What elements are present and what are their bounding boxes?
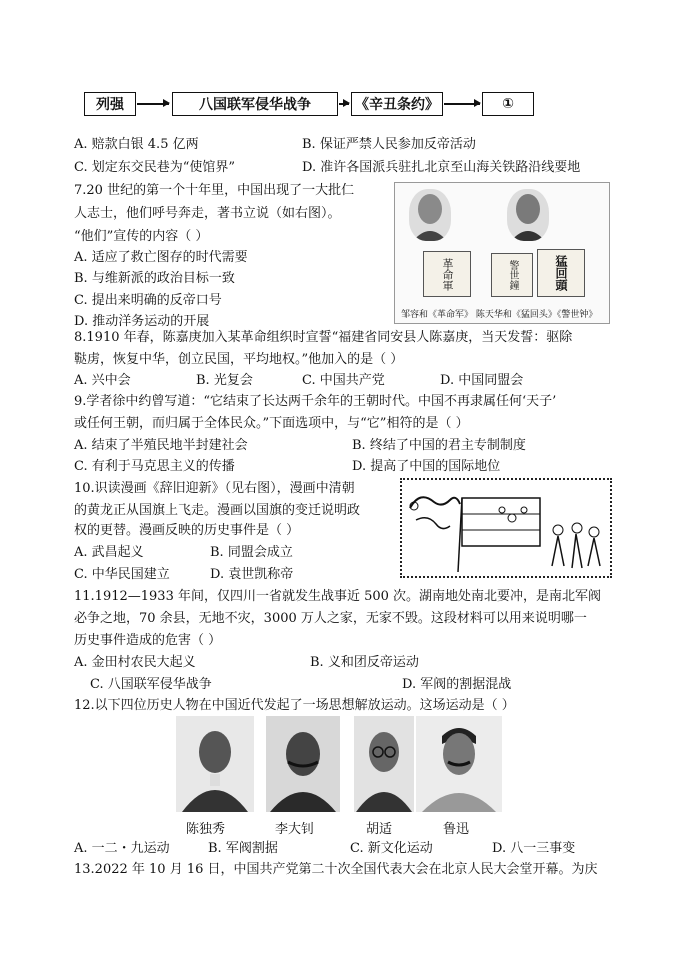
portrait-li-dazhao (266, 716, 340, 812)
q7-option-d: D. 推动洋务运动的开展 (74, 314, 210, 329)
q12-option-a: A. 一二・九运动 (74, 841, 170, 856)
flow-box-treaty-label: 《辛丑条约》 (355, 97, 439, 113)
q8-stem-2: 鞑虏，恢复中华，创立民国，平均地权。”他加入的是（ ） (74, 352, 404, 367)
flow-box-war-label: 八国联军侵华战争 (199, 97, 311, 113)
q8-option-a: A. 兴中会 (74, 373, 131, 388)
book-turn-back (537, 249, 585, 297)
q10-cartoon (400, 478, 612, 578)
q6-option-c: C. 划定东交民巷为“使馆界” (74, 160, 236, 175)
flow-arrow-3 (444, 103, 480, 105)
flow-arrow-2 (339, 103, 349, 105)
name-hu-shi: 胡适 (366, 822, 393, 837)
q7-option-a: A. 适应了救亡图存的时代需要 (74, 250, 248, 265)
flow-box-blank (482, 92, 534, 116)
q12-option-d: D. 八一三事变 (492, 841, 576, 856)
q8-stem-1: 8.1910 年春，陈嘉庚加入某革命组织时宣誓“福建省同安县人陈嘉庚，当天发誓：驱除 (74, 330, 573, 345)
flow-box-blank-label: ① (502, 96, 514, 112)
q8-option-c: C. 中国共产党 (302, 373, 385, 388)
q7-figure (394, 182, 610, 324)
book-warning-bell (491, 253, 533, 297)
book-revolutionary-army-title: 革命軍 (441, 257, 454, 291)
name-chen-duxiu: 陈独秀 (186, 822, 226, 837)
q10-stem-1: 10.识读漫画《辞旧迎新》（见右图），漫画中清朝 (74, 481, 355, 496)
q9-stem-2: 或任何王朝，而归属于全体民众。”下面选项中，与“它”相符的是（ ） (74, 416, 469, 431)
q11-option-c: C. 八国联军侵华战争 (90, 677, 212, 692)
cartoon-drawing (402, 480, 610, 576)
portrait-chen-tianhua (507, 189, 549, 241)
portrait-chen-duxiu (176, 716, 254, 812)
q7-stem-3: “他们”宣传的内容（ ） (74, 229, 209, 244)
q6-option-b: B. 保证严禁人民参加反帝活动 (302, 137, 476, 152)
flow-box-powers-label: 列强 (96, 97, 124, 113)
q13-stem-1: 13.2022 年 10 月 16 日，中国共产党第二十次全国代表大会在北京人民大会堂开幕。为庆 (74, 862, 598, 877)
q7-option-b: B. 与维新派的政治目标一致 (74, 271, 235, 286)
q10-stem-3: 权的更替。漫画反映的历史事件是（ ） (74, 523, 300, 538)
portrait-hu-shi (354, 716, 414, 812)
q11-option-a: A. 金田村农民大起义 (74, 655, 196, 670)
q11-stem-1: 11.1912—1933 年间，仅四川一省就发生战事近 500 次。湖南地处南北要冲，是南北军阀 (74, 589, 602, 604)
q7-stem-2: 人志士，他们呼号奔走，著书立说（如右图）。 (74, 206, 341, 221)
q6-option-a: A. 赔款白银 4.5 亿两 (74, 137, 199, 152)
q12-option-b: B. 军阀割据 (208, 841, 278, 856)
q11-stem-2: 必争之地，70 余县，无地不灾，3000 万人之家，无家不毁。这段材料可以用来说明哪一 (74, 611, 587, 626)
q8-option-b: B. 光复会 (196, 373, 253, 388)
book-revolutionary-army (423, 251, 471, 297)
q9-option-a: A. 结束了半殖民地半封建社会 (74, 438, 248, 453)
q10-option-c: C. 中华民国建立 (74, 567, 170, 582)
flow-arrow-1 (137, 103, 169, 105)
name-li-dazhao: 李大钊 (275, 822, 315, 837)
q9-option-c: C. 有利于马克思主义的传播 (74, 459, 235, 474)
book-turn-back-title: 猛回頭 (554, 255, 568, 291)
q7-option-c: C. 提出来明确的反帝口号 (74, 293, 222, 308)
flow-box-war (172, 92, 338, 116)
q9-option-d: D. 提高了中国的国际地位 (352, 459, 501, 474)
flow-box-treaty (351, 92, 443, 116)
q10-option-a: A. 武昌起义 (74, 545, 144, 560)
q11-option-b: B. 义和团反帝运动 (310, 655, 419, 670)
q6-option-d: D. 准许各国派兵驻扎北京至山海关铁路沿线要地 (302, 160, 581, 175)
q12-option-c: C. 新文化运动 (350, 841, 433, 856)
q7-figure-caption: 邹容和《革命军》 陈天华和《猛回头》《警世钟》 (401, 310, 598, 320)
q7-stem-1: 7.20 世纪的第一个十年里，中国出现了一大批仁 (74, 183, 355, 198)
book-warning-bell-title: 警世鐘 (507, 260, 518, 290)
q9-stem-1: 9.学者徐中约曾写道：“它结束了长达两千余年的王朝时代。中国不再隶属任何‘天子’ (74, 394, 557, 409)
name-lu-xun: 鲁迅 (443, 822, 470, 837)
portrait-lu-xun (416, 716, 502, 812)
q8-option-d: D. 中国同盟会 (440, 373, 524, 388)
q10-option-b: B. 同盟会成立 (210, 545, 293, 560)
flow-box-powers (84, 92, 136, 116)
q9-option-b: B. 终结了中国的君主专制制度 (352, 438, 526, 453)
q10-stem-2: 的黄龙正从国旗上飞走。漫画以国旗的变迁说明政 (74, 503, 361, 518)
q11-option-d: D. 军阀的割据混战 (402, 677, 512, 692)
q12-stem: 12.以下四位历史人物在中国近代发起了一场思想解放运动。这场运动是（ ） (74, 698, 515, 713)
q10-option-d: D. 袁世凯称帝 (210, 567, 294, 582)
q11-stem-3: 历史事件造成的危害（ ） (74, 633, 222, 648)
portrait-zou-rong (409, 189, 451, 241)
